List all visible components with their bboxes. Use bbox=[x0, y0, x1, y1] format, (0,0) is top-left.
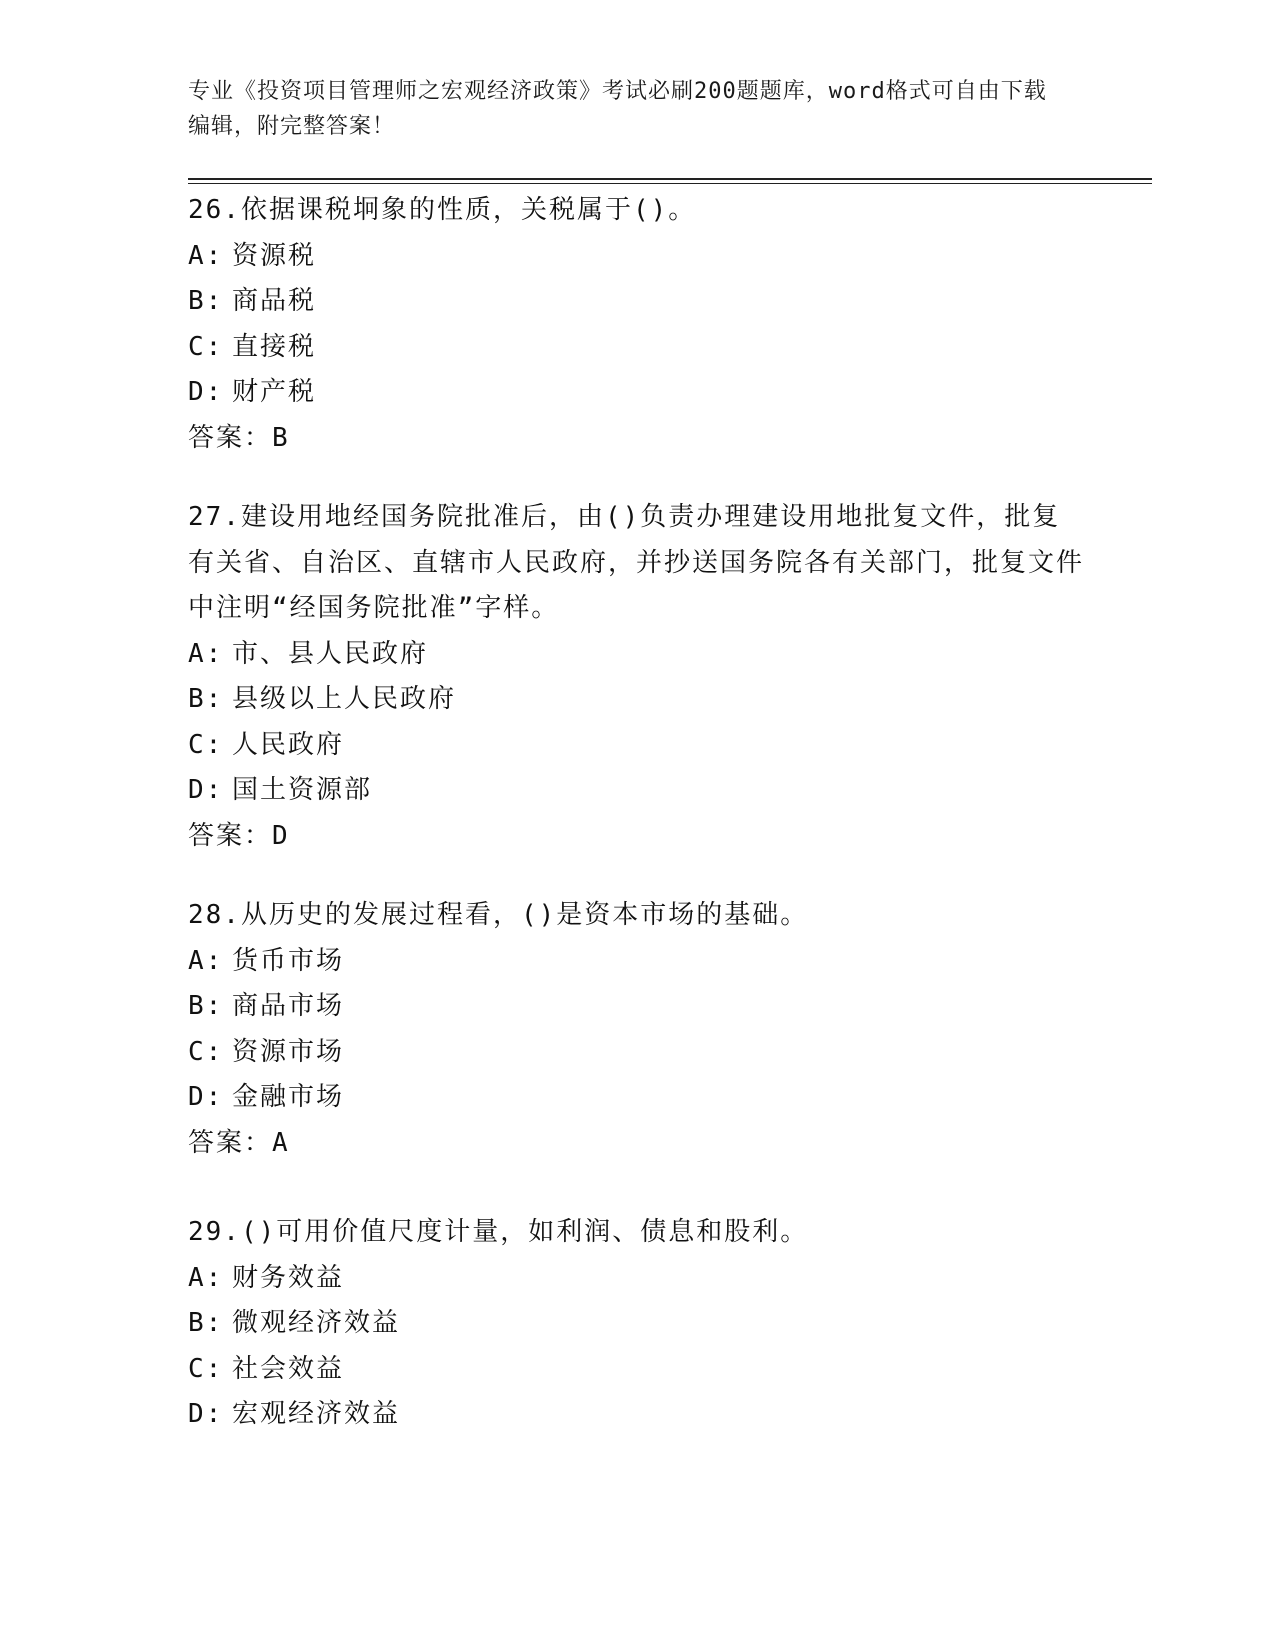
question-stem: 26.依据课税坰象的性质，关税属于()。 bbox=[188, 195, 697, 225]
option-a bbox=[188, 234, 1088, 280]
option-label: D: bbox=[188, 775, 224, 805]
option-text: 社会效益 bbox=[232, 1353, 345, 1384]
option-text: 县级以上人民政府 bbox=[232, 684, 457, 714]
question-stem: 27.建设用地经国务院批准后，由()负责办理建设用地批复文件，批复有关省、自治区、直辖市人民政府，并抄送国务院各有关部门，批复文件中注明“经国务院批准”字样。 bbox=[188, 502, 1085, 623]
option-label: D: bbox=[188, 1082, 224, 1112]
answer-line: 答案：B bbox=[188, 422, 290, 453]
option-b bbox=[188, 279, 1088, 325]
option-text: 人民政府 bbox=[232, 729, 345, 760]
option-text: 商品市场 bbox=[232, 991, 345, 1021]
option-label: C: bbox=[188, 331, 224, 362]
question-28 bbox=[188, 893, 1088, 1166]
question-29 bbox=[188, 1210, 1088, 1438]
option-label: B: bbox=[188, 286, 224, 316]
option-text: 宏观经济效益 bbox=[232, 1399, 401, 1429]
option-d bbox=[188, 1392, 1088, 1438]
option-b bbox=[188, 984, 1088, 1030]
option-text: 国土资源部 bbox=[232, 775, 373, 805]
option-a bbox=[188, 939, 1088, 985]
option-text: 商品税 bbox=[232, 286, 317, 316]
option-c bbox=[188, 723, 1088, 769]
option-c bbox=[188, 1347, 1088, 1393]
option-label: B: bbox=[188, 991, 224, 1021]
option-b bbox=[188, 677, 1088, 723]
option-label: A: bbox=[188, 638, 224, 669]
option-text: 直接税 bbox=[232, 331, 317, 362]
question-26 bbox=[188, 188, 1088, 461]
option-label: B: bbox=[188, 1308, 224, 1338]
question-stem: 29.()可用价值尺度计量，如利润、债息和股利。 bbox=[188, 1217, 809, 1247]
option-text: 财务效益 bbox=[232, 1262, 345, 1293]
header-rule-thick bbox=[188, 178, 1152, 180]
option-b bbox=[188, 1301, 1088, 1347]
option-d bbox=[188, 370, 1088, 416]
option-c bbox=[188, 1030, 1088, 1076]
option-text: 金融市场 bbox=[232, 1082, 345, 1112]
header-rule-thin bbox=[188, 183, 1152, 184]
option-label: A: bbox=[188, 945, 224, 976]
option-label: B: bbox=[188, 684, 224, 714]
option-label: D: bbox=[188, 377, 224, 407]
option-text: 财产税 bbox=[232, 377, 317, 407]
option-text: 资源市场 bbox=[232, 1036, 345, 1067]
option-d bbox=[188, 768, 1088, 814]
option-c bbox=[188, 325, 1088, 371]
option-label: A: bbox=[188, 240, 224, 271]
option-text: 资源税 bbox=[232, 240, 317, 271]
question-stem: 28.从历史的发展过程看，()是资本市场的基础。 bbox=[188, 900, 809, 930]
question-27 bbox=[188, 495, 1088, 859]
option-label: C: bbox=[188, 1353, 224, 1384]
answer-line: 答案：A bbox=[188, 1127, 290, 1158]
option-text: 货币市场 bbox=[232, 945, 345, 976]
option-label: C: bbox=[188, 1036, 224, 1067]
option-a bbox=[188, 632, 1088, 678]
option-label: C: bbox=[188, 729, 224, 760]
document-header: 专业《投资项目管理师之宏观经济政策》考试必刷200题题库，word格式可自由下载编辑，附完整答案！ bbox=[188, 79, 1047, 139]
option-a bbox=[188, 1256, 1088, 1302]
option-label: A: bbox=[188, 1262, 224, 1293]
option-label: D: bbox=[188, 1399, 224, 1429]
option-d bbox=[188, 1075, 1088, 1121]
option-text: 市、县人民政府 bbox=[232, 638, 429, 669]
option-text: 微观经济效益 bbox=[232, 1308, 401, 1338]
answer-line: 答案：D bbox=[188, 820, 290, 851]
